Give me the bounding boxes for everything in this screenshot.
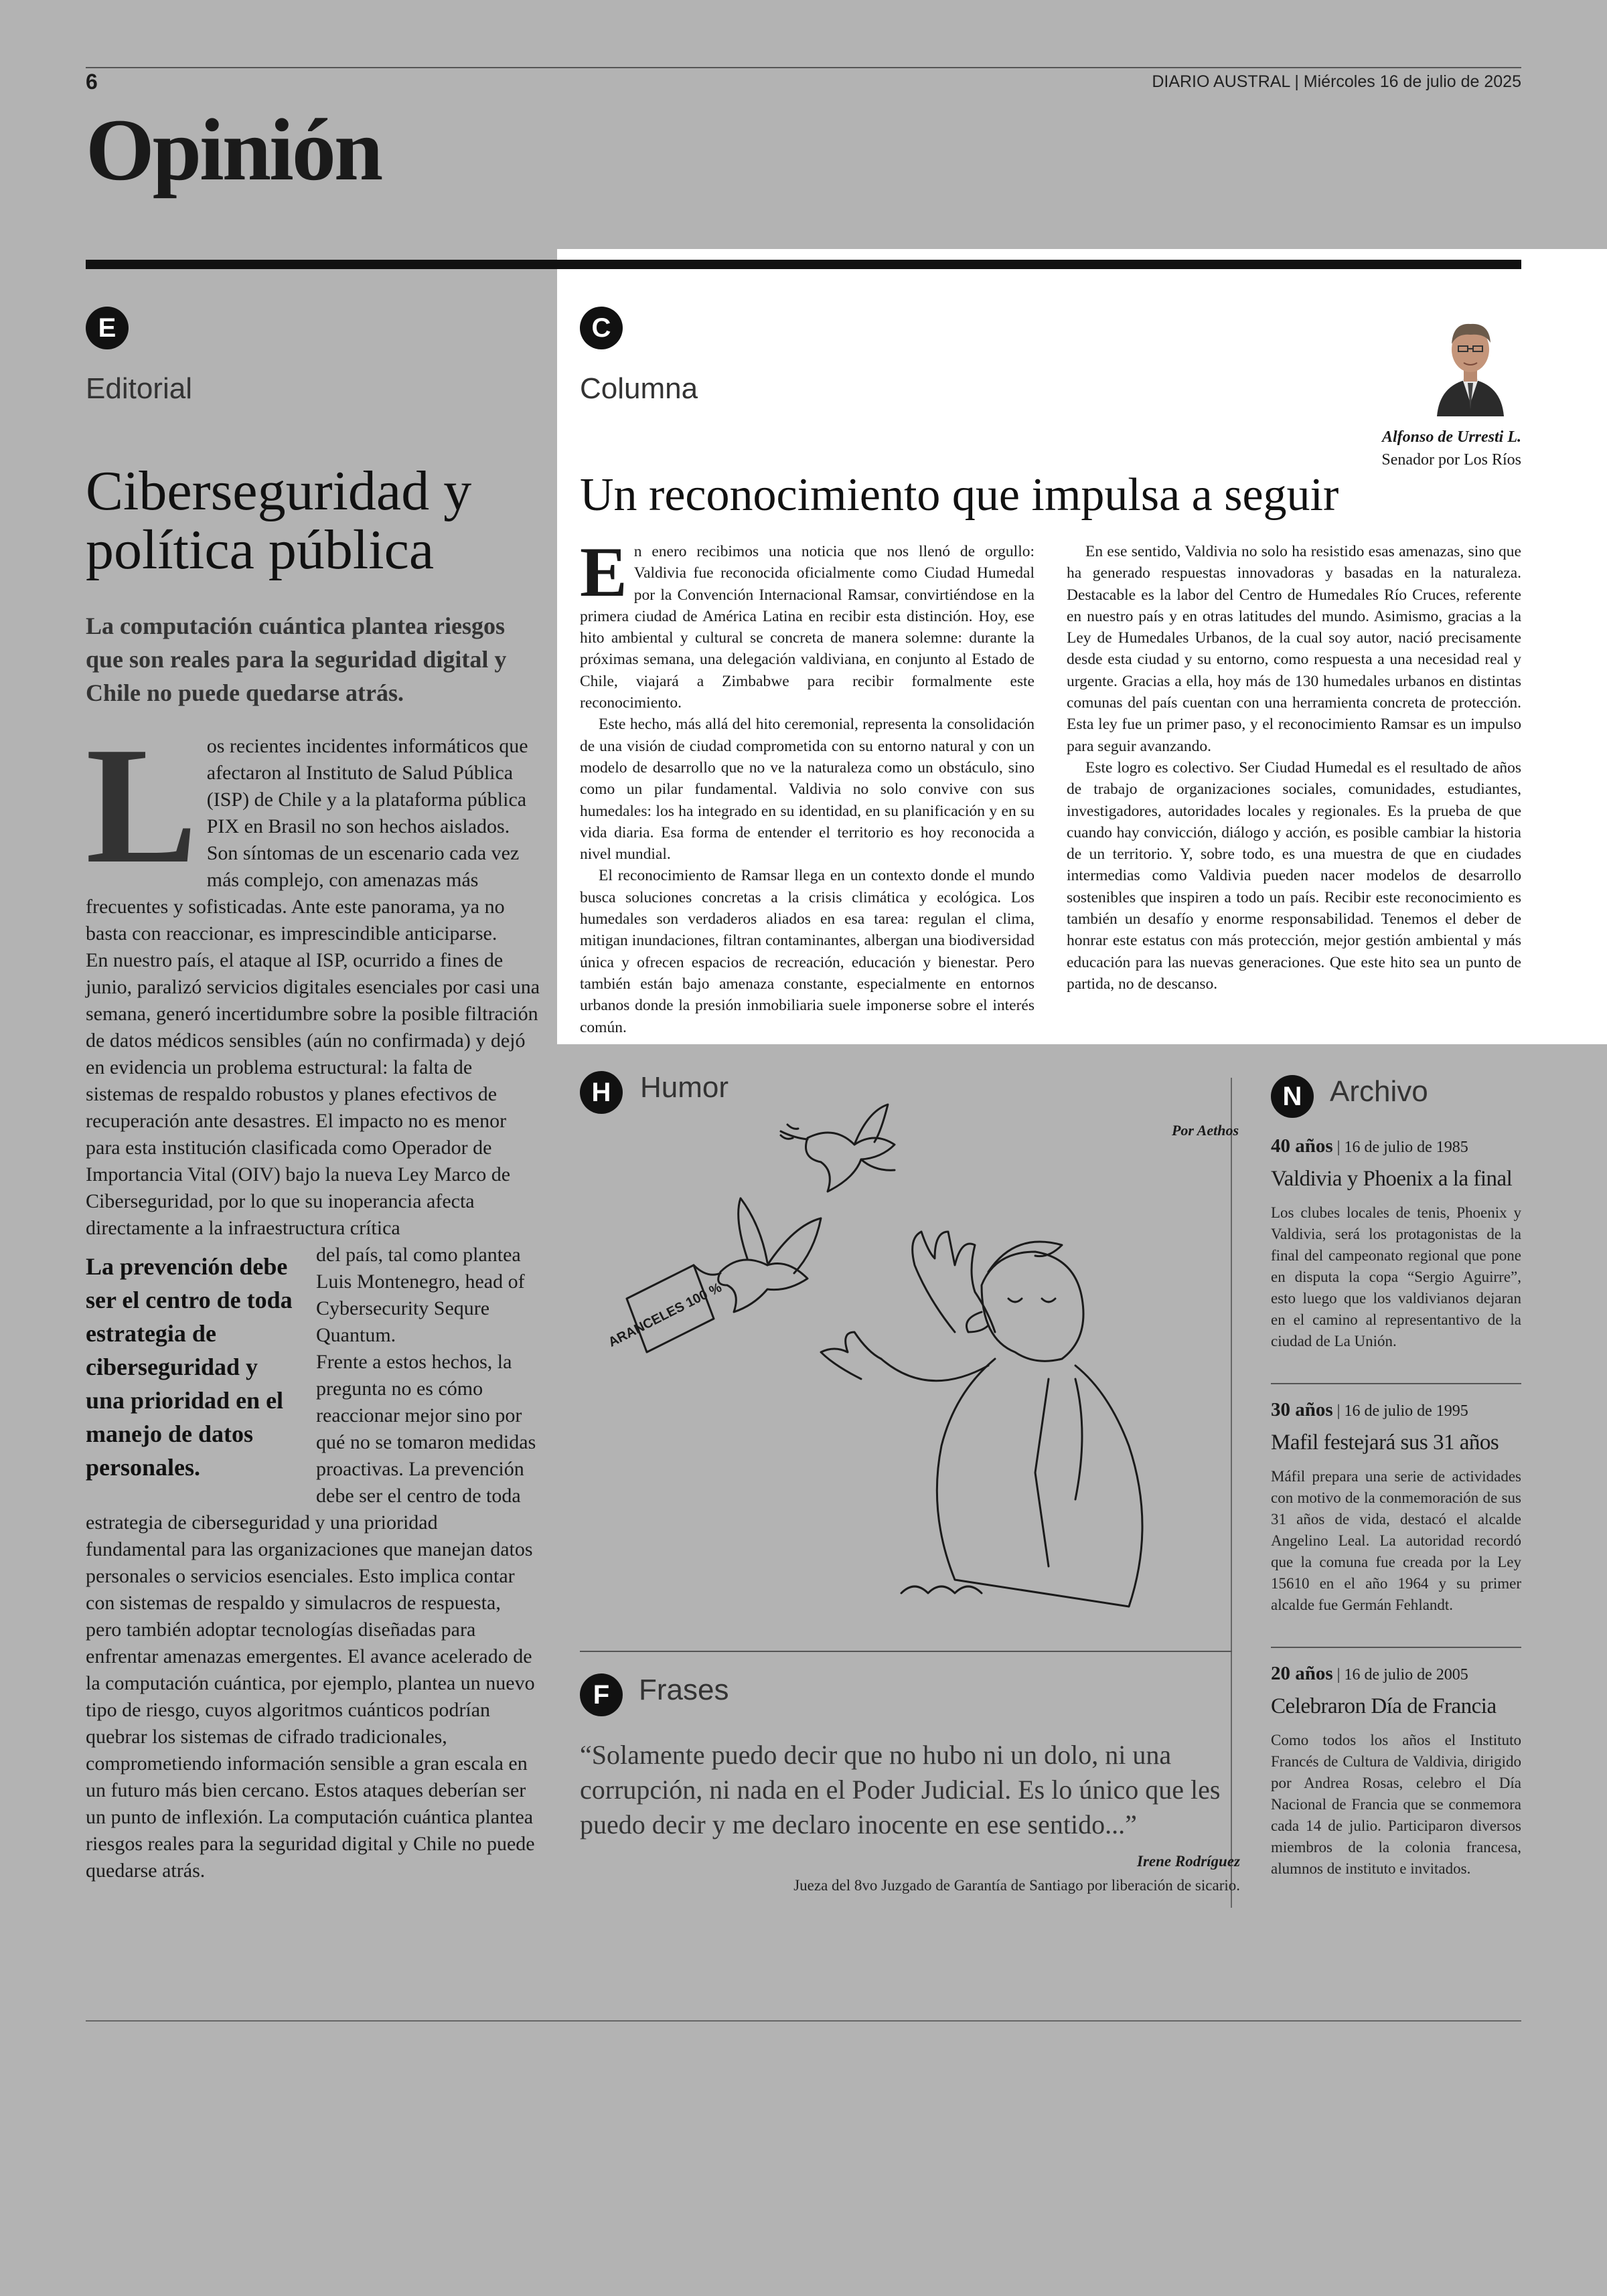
archive-item: 20 años | 16 de julio de 2005 Celebraron Día de Francia Como todos los años el Instituto Francés de Cultura de Valdivia, dirigido por Andrea Rosas, celebro el Día Nacional de Francia que se conmemora cada 14 de julio. Participaron diversos miembros de la colonia francesa, alumnos de instituto e invitados. — [1271, 1663, 1521, 1880]
archive-title: Mafil festejará sus 31 años — [1271, 1430, 1499, 1455]
archive-date: 16 de julio de 2005 — [1344, 1666, 1468, 1684]
archive-years: 40 años — [1271, 1135, 1333, 1157]
archivo-label: Archivo — [1330, 1075, 1428, 1108]
section-title: Opinión — [86, 100, 382, 199]
editorial-drop-cap: L — [86, 713, 198, 898]
column-label: Columna — [580, 372, 698, 405]
humor-badge: H — [580, 1071, 623, 1114]
humor-label: Humor — [640, 1071, 729, 1104]
archive-date: 16 de julio de 1985 — [1344, 1139, 1468, 1156]
author-name: Alfonso de Urresti L. — [1381, 428, 1521, 446]
editorial-badge: E — [86, 307, 129, 349]
archivo-badge: N — [1271, 1075, 1314, 1118]
column-paragraph: En ese sentido, Valdivia no solo ha resistido esas amenazas, sino que ha generado respuestas innovadoras y basadas en la naturaleza. Destacable es la labor del Centro de Humedales Río Cruces, referente en nuestro país y en otras latitudes del mundo. Asimismo, gracias a la Ley de Humedales Urbanos, de la cual soy autor, nació precisamente desde esta ciudad y su entorno, como respuesta a una necesidad real y urgente. Gracias a ella, hoy más de 130 humedales urbanos en distintas comunas del país cuentan con una herramienta concreta de protección. Esta ley fue un primer paso, y el reconocimiento Ramsar es un impulso para seguir avanzando. — [1067, 543, 1521, 755]
archive-divider — [1271, 1647, 1521, 1648]
column-body — [580, 533, 1521, 1038]
editorial-subhead: La computación cuántica plantea riesgos que son reales para la seguridad digital y Chile no puede quedarse atrás. — [86, 612, 507, 706]
column-paragraph: Este hecho, más allá del hito ceremonial, representa la consolidación de una visión de ciudad comprometida con su entorno natural y con un modelo de desarrollo que no ve la naturaleza como un obstáculo, sino como un pilar fundamental. Valdivia no solo convive con sus humedales: los ha integrado en su identidad, en su planificación y en su vida diaria. Esa forma de entender el territorio es hoy reconocida a nivel mundial. — [580, 716, 1035, 864]
footer-rule — [86, 2020, 1521, 2022]
editorial-body — [86, 713, 541, 1884]
column-paragraph: En enero recibimos una noticia que nos llenó de orgullo: Valdivia fue reconocida oficialmente como Ciudad Humedal por la Convención Internacional Ramsar, convirtiéndose en la primera ciudad de América Latina en recibir esta distinción. Hoy, ese hito ambiental y cultural se concreta de manera solemne: durante la próximas semana, una delegación valdiviana, en conjunto al Estado de Chile, viajará a Zimbabwe para recibir formalmente este reconocimiento. — [580, 533, 1035, 712]
editorial-label: Editorial — [86, 372, 192, 405]
author-photo — [1430, 309, 1511, 416]
column-paragraph: El reconocimiento de Ramsar llega en un contexto donde el mundo busca soluciones concretas a la crisis climática y ecológica. Los humedales son verdaderos aliados en esa tarea: regulan el clima, mitigan inundaciones, filtran contaminantes, albergan una biodiversidad única y ofrecen espacios de recreación, educación y bienestar. Pero también están bajo amenaza constante, especialmente en entornos urbanos donde la presión inmobiliaria suele imponerse sobre el interés común. — [580, 867, 1035, 1036]
editorial-pullquote: La prevención debe ser el centro de toda estrategia de ciberseguridad y una prioridad en el manejo de datos personales. — [86, 1253, 293, 1481]
archive-divider — [1271, 1383, 1521, 1384]
editorial-paragraph: Frente a estos hechos, la pregunta no es cómo reaccionar mejor sino por qué no se tomaron medidas proactivas. La prevención debe ser el centro de toda estrategia de ciberseguridad y una prioridad fundamental para las organizaciones que manejan datos personales o servicios esenciales. Esto implica contar con sistemas de respaldo y simulacros de respuesta, pero también adoptar tecnologías diseñadas para enfrentar amenazas emergentes. El avance acelerado de la computación cuántica, por ejemplo, plantea un nuevo tipo de riesgo, cuyos algoritmos cuánticos podrían quebrar los sistemas de cifrado tradicionales, comprometiendo información sensible a gran escala en un futuro más bien cercano. Estos ataques deberían ser un punto de inflexión. La computación cuántica plantea riesgos reales para la seguridad digital y Chile no puede quedarse atrás. — [86, 1351, 536, 1882]
editorial-paragraph: En nuestro país, el ataque al ISP, ocurrido a fines de junio, paralizó servicios digitales esenciales por casi una semana, generó incertidumbre sobre la posible filtración de datos médicos sensibles (aún no confirmada) y dejó en evidencia un problema estructural: la falta de sistemas de respaldo robustos y planes efectivos de recuperación ante desastres. El impacto no es menor para esta institución clasificada como Operador de Importancia Vital (OIV) bajo la nueva Ley Marco de Ciberseguridad, por lo que su inoperancia afecta directamente a la infraestructura crítica — [86, 949, 540, 1239]
archive-text: Máfil prepara una serie de actividades con motivo de la conmemoración de sus 31 años de vida, destacó el alcalde Angelino Leal. La autoridad recordó que la comuna fue creada por la Ley 15610 en el año 1964 y su primer alcalde fue Germán Fehlandt. — [1271, 1468, 1521, 1613]
cartoon-illustration — [580, 1098, 1223, 1647]
editorial-paragraph: del país, tal como plantea Luis Montenegro, head of Cybersecurity Sequre Quantum. — [316, 1244, 525, 1346]
humor-divider — [580, 1651, 1232, 1652]
column-badge: C — [580, 307, 623, 349]
section-bar — [86, 260, 1521, 269]
column-drop-cap: E — [580, 533, 627, 611]
column-paragraph: Este logro es colectivo. Ser Ciudad Humedal es el resultado de años de trabajo de organizaciones sociales, comunidades, estudiantes, investigadores, autoridades locales y regionales. Es la prueba de que cuando hay convicción, diálogo y acción, es posible cambiar la historia de un territorio. Y, sobre todo, es una muestra de que en ciudades intermedias como Valdivia pueden nacer modelos de desarrollo sostenibles que inspiren a todo un país. Recibir este reconocimiento es también un desafío y enorme responsabilidad. Tenemos el deber de honrar este estatus con más protección, mejor gestión ambiental y más educación para las nuevas generaciones. Que este hito sea un punto de partida, no de descanso. — [1067, 758, 1521, 993]
frases-badge: F — [580, 1673, 623, 1716]
editorial-paragraph: os recientes incidentes informáticos que afectaron al Instituto de Salud Pública (ISP) de Chile y a la plataforma pública PIX en Brasil no son hechos aislados. Son síntomas de un escenario cada vez más complejo, con amenazas más frecuentes y sofisticadas. Ante este panorama, ya no basta con reaccionar, es imprescindible anticiparse. — [86, 735, 528, 945]
frases-quote: “Solamente puedo decir que no hubo ni un dolo, ni una corrupción, ni nada en el Poder Judicial. Es lo único que les puedo decir y me declaro inocente en ese sentido...” — [580, 1740, 1221, 1839]
quote-author: Irene Rodríguez — [1137, 1853, 1240, 1870]
archive-years: 30 años — [1271, 1399, 1333, 1420]
author-role: Senador por Los Ríos — [1381, 451, 1521, 469]
quote-author-role: Jueza del 8vo Juzgado de Garantía de Santiago por liberación de sicario. — [793, 1877, 1240, 1894]
archive-date: 16 de julio de 1995 — [1344, 1402, 1468, 1420]
archive-title: Celebraron Día de Francia — [1271, 1694, 1497, 1718]
cartoon-credit: Por Aethos — [1171, 1122, 1239, 1139]
archive-item: 40 años | 16 de julio de 1985 Valdivia y Phoenix a la final Los clubes locales de tenis, Phoenix y Valdivia, será los protagonistas de la final del campeonato regional que pone en disputa la copa “Sergio Aguirre”, esto luego que los valdivianos dejaran en el camino al representantivo de la ciudad de La Unión. — [1271, 1135, 1521, 1352]
archive-text: Los clubes locales de tenis, Phoenix y Valdivia, será los protagonistas de la final del campeonato regional que pone en disputa la copa “Sergio Aguirre”, esto luego que los valdivianos dejaran en el camino al representantivo de la ciudad de La Unión. — [1271, 1204, 1521, 1349]
frases-label: Frases — [639, 1673, 729, 1706]
cartoon-sign-text: ARANCELES 100 % — [606, 1280, 724, 1350]
editorial-headline: Ciberseguridad y política pública — [86, 460, 472, 581]
archive-title: Valdivia y Phoenix a la final — [1271, 1167, 1513, 1191]
page-number: 6 — [86, 70, 98, 94]
column-headline: Un reconocimiento que impulsa a seguir — [580, 469, 1339, 521]
archive-years: 20 años — [1271, 1663, 1333, 1684]
archive-item: 30 años | 16 de julio de 1995 Mafil festejará sus 31 años Máfil prepara una serie de actividades con motivo de la conmemoración de sus 31 años de vida, destacó el alcalde Angelino Leal. La autoridad recordó que la comuna fue creada por la Ley 15610 en el año 1964 y su primer alcalde fue Germán Fehlandt. — [1271, 1399, 1521, 1616]
masthead: DIARIO AUSTRAL | Miércoles 16 de julio de 2025 — [1152, 72, 1521, 91]
header-rule — [86, 67, 1521, 68]
archive-text: Como todos los años el Instituto Francés de Cultura de Valdivia, dirigido por Andrea Rosas, celebro el Día Nacional de Francia que se conmemora cada 14 de julio. Participaron diversos miembros de la colonia francesa, alumnos de instituto e invitados. — [1271, 1732, 1521, 1877]
